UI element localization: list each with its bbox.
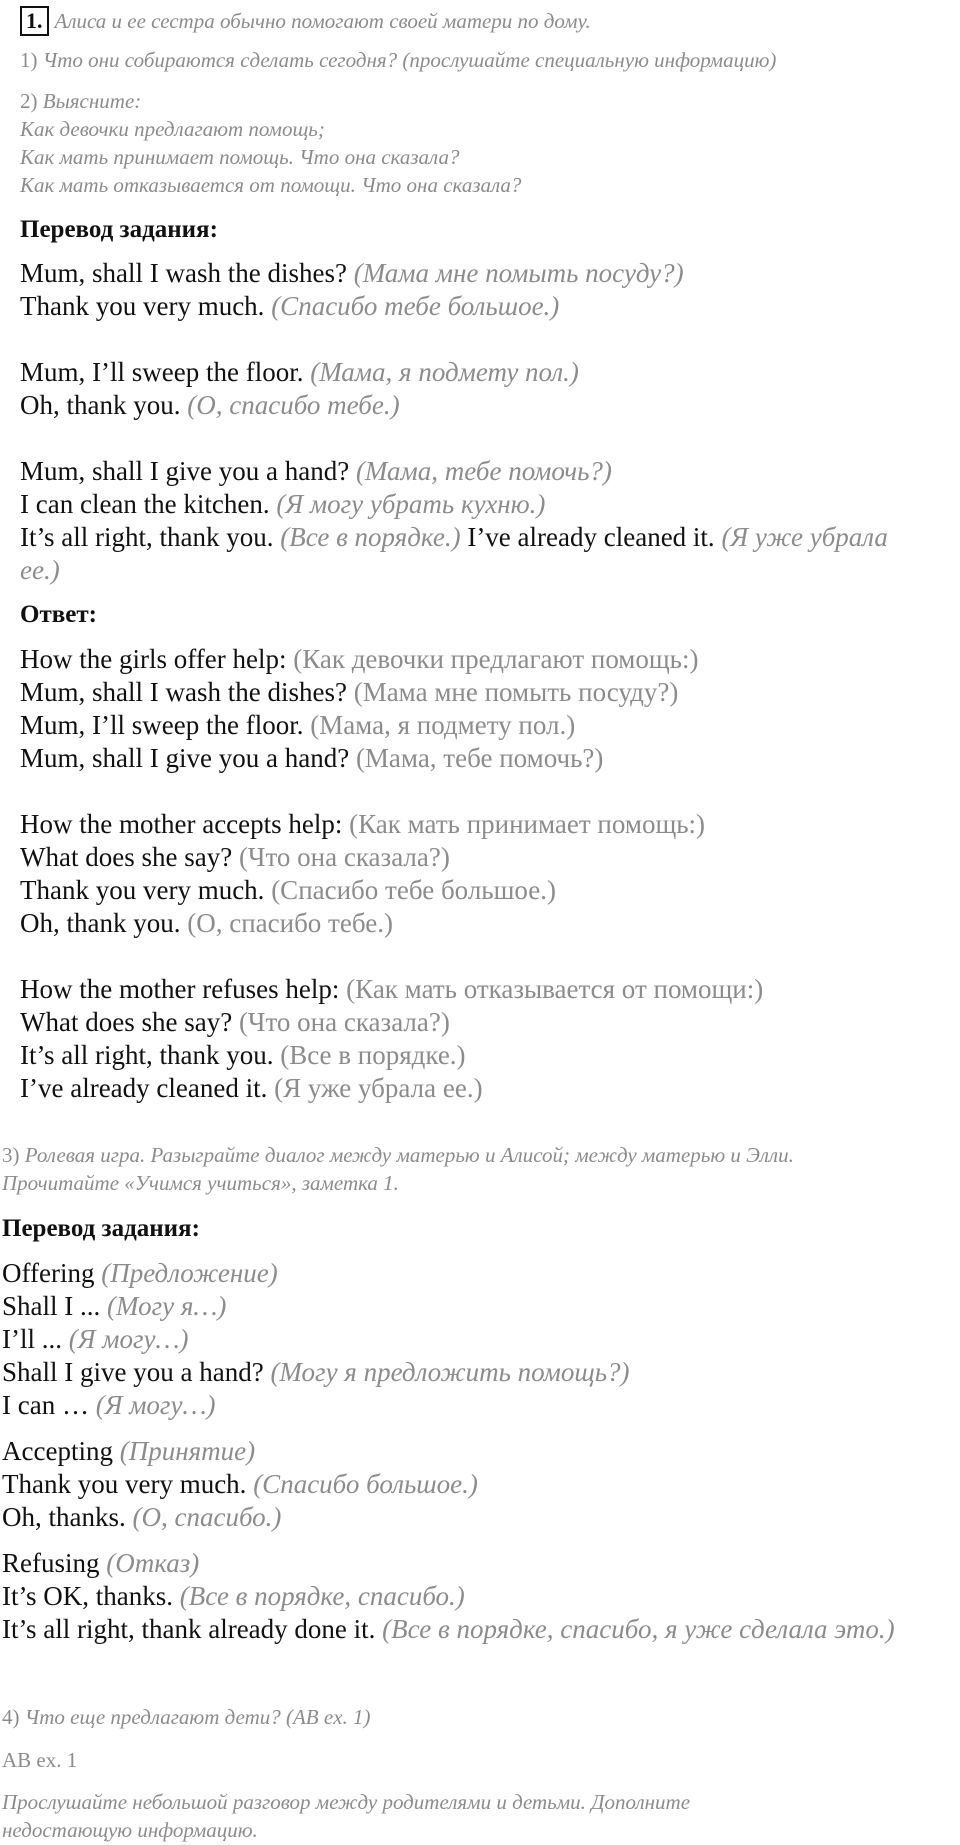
dialog-line: Mum, shall I wash the dishes? (Мама мне помыть посуду?) (20, 258, 684, 288)
task-intro: 1. Алиса и ее сестра обычно помогают своей матери по дому. (20, 6, 591, 36)
translation-heading-2: Перевод задания: (2, 1215, 200, 1242)
answer-line: Thank you very much. (Спасибо тебе большое.) (20, 875, 556, 905)
answer-heading: Ответ: (20, 601, 97, 628)
dialog-line: Mum, I’ll sweep the floor. (Мама, я подмету пол.) (20, 357, 579, 387)
answer-line: Mum, I’ll sweep the floor. (Мама, я подмету пол.) (20, 710, 576, 740)
listen-instruction-line2: недостающую информацию. (2, 1818, 258, 1842)
phrase-line: It’s all right, thank already done it. (Все в порядке, спасибо, я уже сделала это.) (2, 1614, 895, 1644)
question-4: 4) Что еще предлагают дети? (AB ex. 1) (2, 1705, 371, 1729)
answer-line: Oh, thank you. (О, спасибо тебе.) (20, 908, 393, 938)
phrase-line: I’ll ... (Я могу…) (2, 1324, 189, 1354)
question-2-item: Как мать отказывается от помощи. Что она сказала? (20, 173, 522, 197)
question-3-line2: Прочитайте «Учимся учиться», заметка 1. (2, 1171, 399, 1195)
phrase-line: It’s OK, thanks. (Все в порядке, спасибо.) (2, 1581, 465, 1611)
phrase-line: I can … (Я могу…) (2, 1390, 216, 1420)
phrase-line: Oh, thanks. (О, спасибо.) (2, 1502, 282, 1532)
answer-line: How the mother accepts help: (Как мать принимает помощь:) (20, 809, 706, 839)
answer-line: I’ve already cleaned it. (Я уже убрала ее.) (20, 1073, 483, 1103)
ab-reference: AB ex. 1 (2, 1748, 78, 1772)
dialog-line: Mum, shall I give you a hand? (Мама, тебе помочь?) (20, 456, 612, 486)
question-3: 3) Ролевая игра. Разыграйте диалог между матерью и Алисой; между матерью и Элли. (2, 1143, 794, 1167)
question-2-head: 2) Выясните: (20, 89, 142, 113)
answer-line: What does she say? (Что она сказала?) (20, 1007, 450, 1037)
translation-heading: Перевод задания: (20, 216, 218, 243)
listen-instruction: Прослушайте небольшой разговор между родителями и детьми. Дополните (2, 1790, 691, 1814)
answer-line: Mum, shall I give you a hand? (Мама, тебе помочь?) (20, 743, 604, 773)
phrase-line: Thank you very much. (Спасибо большое.) (2, 1469, 478, 1499)
question-2-item: Как девочки предлагают помощь; (20, 117, 325, 141)
task-number: 1. (20, 6, 49, 36)
phrase-line: Refusing (Отказ) (2, 1548, 200, 1578)
answer-line: It’s all right, thank you. (Все в порядке.) (20, 1040, 466, 1070)
question-2-item: Как мать принимает помощь. Что она сказала? (20, 145, 460, 169)
dialog-line: It’s all right, thank you. (Все в порядке.) I’ve already cleaned it. (Я уже убрала (20, 522, 888, 552)
phrase-line: Offering (Предложение) (2, 1258, 278, 1288)
dialog-line: Thank you very much. (Спасибо тебе большое.) (20, 291, 560, 321)
phrase-line: Accepting (Принятие) (2, 1436, 256, 1466)
answer-line: How the girls offer help: (Как девочки предлагают помощь:) (20, 644, 699, 674)
dialog-line-continued: ее.) (20, 555, 60, 585)
dialog-line: Oh, thank you. (О, спасибо тебе.) (20, 390, 400, 420)
phrase-line: Shall I ... (Могу я…) (2, 1291, 227, 1321)
phrase-line: Shall I give you a hand? (Могу я предложить помощь?) (2, 1357, 630, 1387)
question-1: 1) Что они собираются сделать сегодня? (прослушайте специальную информацию) (20, 48, 777, 72)
answer-line: Mum, shall I wash the dishes? (Мама мне помыть посуду?) (20, 677, 679, 707)
dialog-line: I can clean the kitchen. (Я могу убрать кухню.) (20, 489, 546, 519)
answer-line: How the mother refuses help: (Как мать отказывается от помощи:) (20, 974, 764, 1004)
answer-line: What does she say? (Что она сказала?) (20, 842, 450, 872)
